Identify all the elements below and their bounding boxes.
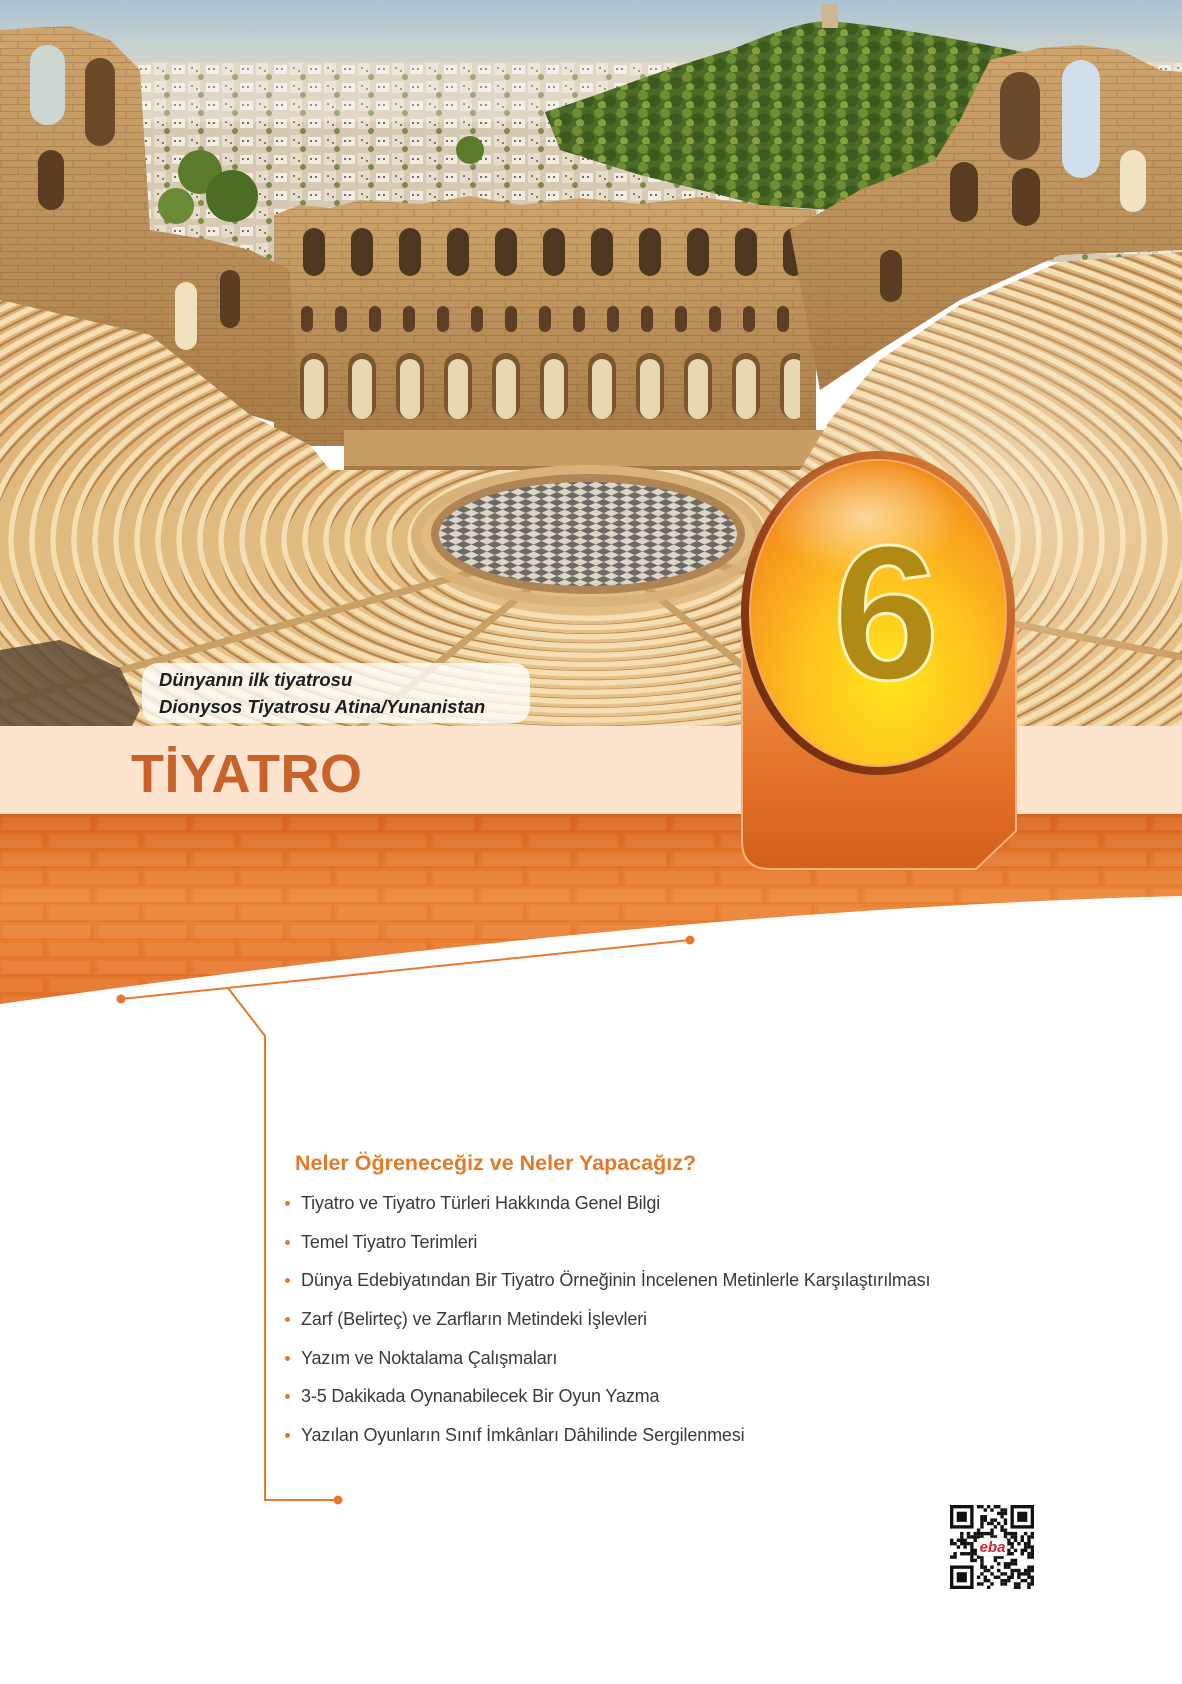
chapter-number: 6 [832, 505, 940, 720]
bullet-icon [285, 1394, 290, 1399]
eba-logo: eba [979, 1539, 1006, 1556]
list-item [282, 1184, 930, 1223]
bullet-icon [285, 1433, 290, 1438]
list-item [282, 1377, 930, 1416]
list-item-text: Dünya Edebiyatından Bir Tiyatro Örneğinin İncelenen Metinlerle Karşılaştırılması [301, 1270, 931, 1291]
line-dot [334, 1496, 343, 1505]
list-item [282, 1223, 930, 1262]
list-item [282, 1300, 930, 1339]
chapter-title: TİYATRO [131, 744, 363, 804]
list-item [282, 1416, 930, 1455]
qr-code-icon [950, 1505, 1034, 1589]
bullet-icon [285, 1278, 290, 1283]
list-item-text: Yazım ve Noktalama Çalışmaları [301, 1347, 558, 1368]
list-item-text: Yazılan Oyunların Sınıf İmkânları Dâhilinde Sergilenmesi [301, 1425, 745, 1446]
chapter-number-badge-icon [736, 449, 1026, 877]
objectives-list [282, 1184, 930, 1455]
line-dot [686, 936, 695, 945]
bullet-icon [285, 1356, 290, 1361]
list-item-text: Temel Tiyatro Terimleri [301, 1231, 478, 1252]
bullet-icon [285, 1317, 290, 1322]
list-item-text: 3-5 Dakikada Oynanabilecek Bir Oyun Yazma [301, 1386, 660, 1407]
diagonal-line [121, 940, 690, 999]
list-item [282, 1261, 930, 1300]
photo-caption [142, 663, 530, 723]
objectives-heading: Neler Öğreneceğiz ve Neler Yapacağız? [295, 1151, 697, 1175]
list-item-text: Tiyatro ve Tiyatro Türleri Hakkında Genel Bilgi [301, 1193, 661, 1213]
bullet-icon [285, 1240, 290, 1245]
line-dot [117, 995, 126, 1004]
caption-line-1: Dünyanın ilk tiyatrosu [159, 669, 353, 690]
list-item [282, 1339, 930, 1378]
list-item-text: Zarf (Belirteç) ve Zarfların Metindeki İşlevleri [301, 1309, 647, 1330]
caption-line-2: Dionysos Tiyatrosu Atina/Yunanistan [159, 696, 486, 717]
bullet-icon [285, 1201, 290, 1206]
